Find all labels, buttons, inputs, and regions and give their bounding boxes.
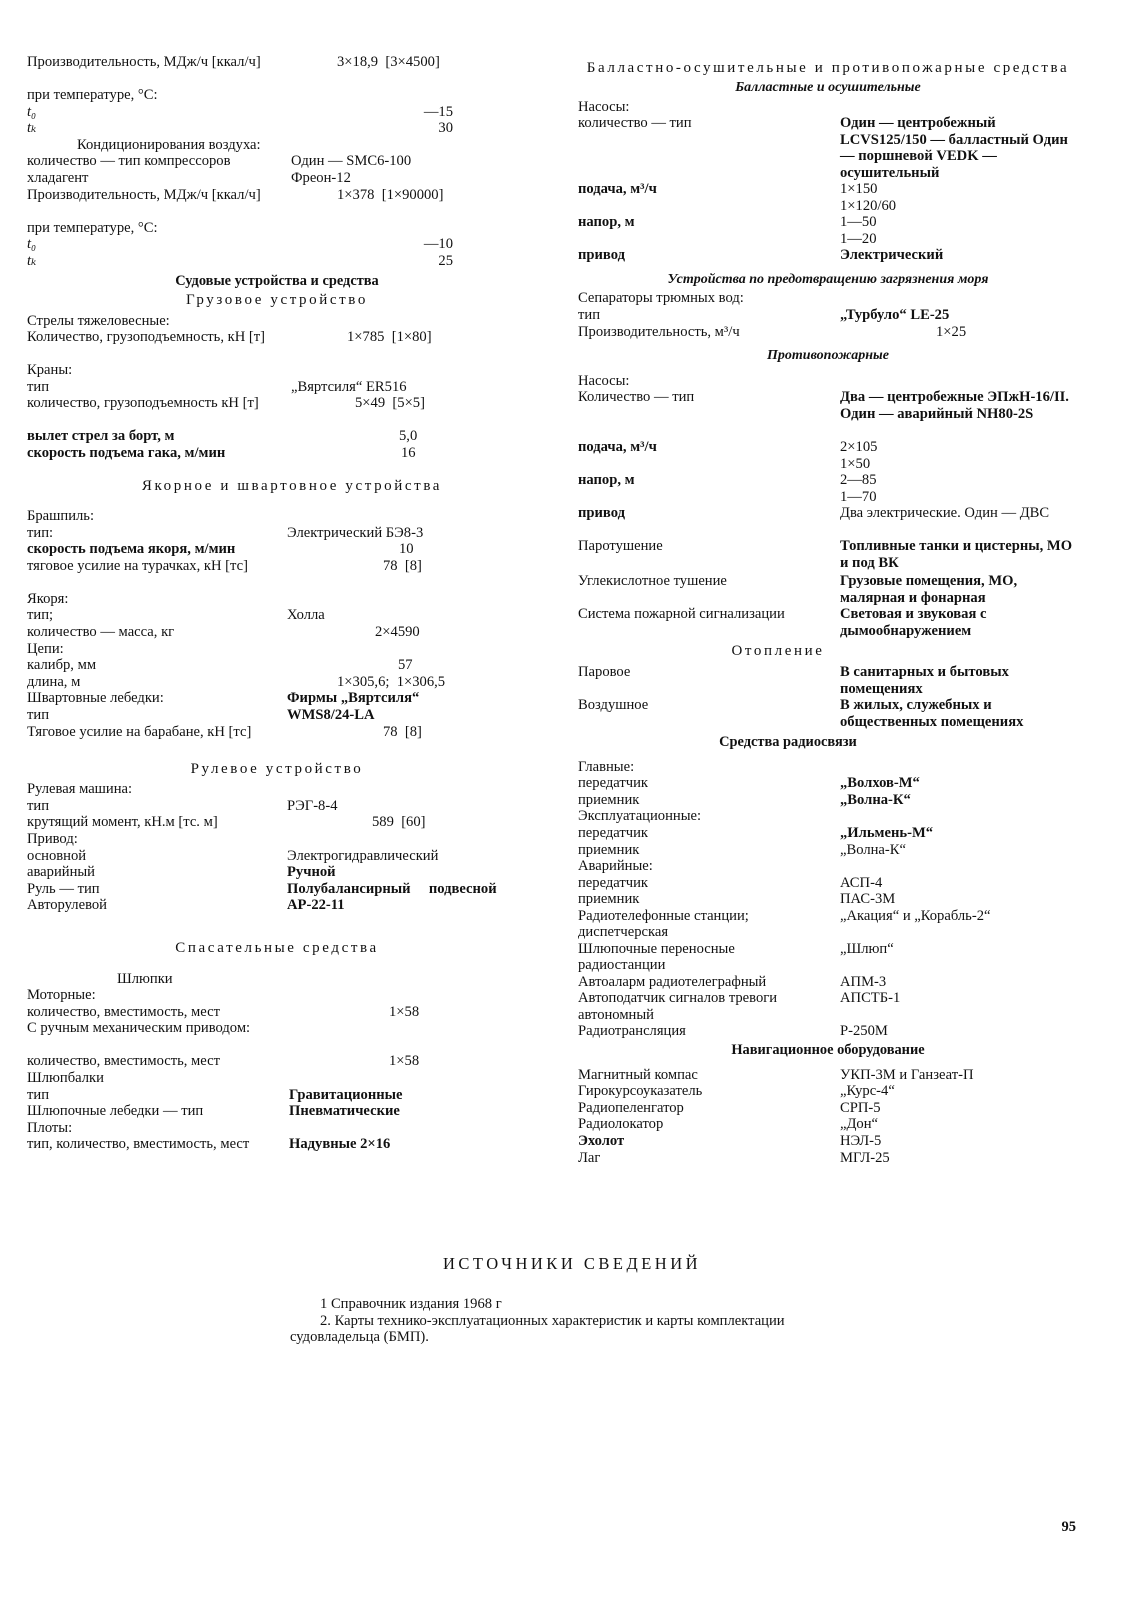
spec-row (578, 792, 1108, 809)
spec-value: 78 [8] (383, 723, 422, 740)
spec-row (578, 1133, 1108, 1150)
section-heading: Рулевое устройство (190, 760, 364, 777)
spec-label: Количество — тип (578, 389, 695, 406)
spec-label: Количество, грузоподъемность, кН [т] (27, 329, 266, 346)
spec-value: Два электрические. Один — ДВС (840, 505, 1050, 522)
spec-label: t₀ (27, 103, 37, 120)
spec-value: „Ильмень-М“ (840, 824, 934, 841)
spec-row (578, 472, 1108, 505)
right-column (578, 54, 1108, 1166)
subsection-title: Сепараторы трюмных вод: (578, 290, 744, 307)
subsection-title: Насосы: (578, 98, 630, 115)
spec-value: 16 (401, 444, 416, 461)
spec-value: „Вяртсиля“ ER516 (291, 378, 407, 395)
spec-row (27, 541, 547, 558)
spec-label: передатчик (578, 775, 649, 792)
spec-row (27, 329, 547, 362)
spec-row (27, 1020, 547, 1053)
spec-value: АПСТБ-1 (840, 990, 901, 1007)
spec-row (578, 891, 1108, 908)
spec-label: Швартовные лебедки: (27, 690, 164, 707)
spec-row (27, 428, 547, 445)
section-heading: Судовые устройства и средства (175, 273, 379, 290)
spec-row (578, 573, 1108, 606)
spec-row (27, 881, 547, 898)
spec-label: Автоподатчик сигналов тревоги автономный (578, 990, 778, 1024)
spec-value: 1×25 (936, 323, 967, 340)
spec-label: тип (27, 378, 49, 395)
spec-value: Гравитационные (289, 1086, 403, 1103)
spec-row (578, 115, 1108, 181)
sources-section (0, 1254, 1144, 1346)
spec-row (27, 724, 547, 757)
spec-row (27, 848, 547, 865)
spacer (27, 961, 547, 971)
spec-label: при температуре, °С: (27, 219, 158, 236)
spec-label: передатчик (578, 874, 649, 891)
subsection-title: Стрелы тяжеловесные: (27, 312, 170, 329)
spec-label: скорость подъема якоря, м/мин (27, 541, 236, 558)
subsection-title: Плоты: (27, 1119, 73, 1136)
section-heading: Грузовое устройство (186, 291, 368, 308)
section-heading: Средства радиосвязи (719, 733, 857, 750)
spec-label: длина, м (27, 673, 81, 690)
spec-row (578, 606, 1108, 639)
spec-label: Углекислотное тушение (578, 573, 727, 590)
spec-label: привод (578, 505, 625, 522)
spec-label: Тяговое усилие на барабане, кН [тс] (27, 723, 252, 740)
spec-value: „Акация“ и „Корабль-2“ (840, 907, 991, 924)
subsection-title: Эксплуатационные: (578, 808, 702, 825)
spec-label: tₖ (27, 252, 37, 269)
spec-label: Паротушение (578, 538, 663, 555)
spec-label: Радиотелефонные станции; диспетчерская (578, 907, 749, 941)
spec-row (27, 220, 547, 237)
subsection-title: Шлюпбалки (27, 1069, 104, 1086)
spec-value: 589 [60] (372, 814, 426, 831)
spec-row (578, 1100, 1108, 1117)
spec-row (27, 707, 547, 724)
spec-value: „Дон“ (840, 1116, 879, 1133)
spec-label: подача, м³/ч (578, 181, 657, 198)
spec-value: 1×58 (389, 1053, 420, 1070)
spec-value: Электрический (840, 247, 944, 264)
spec-row (578, 908, 1108, 941)
spec-value: РЭГ-8-4 (287, 797, 338, 814)
spec-value: Топливные танки и цистерны, МО и под ВК (840, 538, 1073, 571)
spec-label: Руль — тип (27, 880, 100, 897)
spec-label: тип; (27, 607, 54, 624)
spec-row (578, 1067, 1108, 1084)
subsection-title: Аварийные: (578, 858, 653, 875)
spec-row (578, 775, 1108, 792)
spec-value: WMS8/24-LA (287, 707, 375, 724)
spec-label: Гирокурсоуказатель (578, 1083, 703, 1100)
spec-value: Полубалансирный подвесной (287, 880, 497, 897)
spec-label: С ручным механическим приводом: (27, 1020, 251, 1037)
spec-label: скорость подъема гака, м/мин (27, 444, 226, 461)
spec-value: Холла (287, 607, 325, 624)
spec-label: тип, количество, вместимость, мест (27, 1136, 250, 1153)
spec-row (27, 170, 547, 187)
spec-row (27, 1053, 547, 1070)
source-item: 2. Карты технико-эксплуатационных характеристик и карты комплектации судовладельца (БМП). (290, 1312, 785, 1346)
spec-value: В санитарных и бытовых помещениях (840, 663, 1009, 697)
spec-row (27, 657, 547, 674)
section-subheading: Противопожарные (767, 348, 889, 364)
subsection-title: Шлюпки (117, 970, 173, 987)
section-subheading: Балластные и осушительные (735, 80, 921, 95)
spec-value: 2×105 1×50 (840, 439, 878, 472)
spec-row (578, 1083, 1108, 1100)
spec-value: —10 (423, 236, 453, 253)
spec-value: Надувные 2×16 (289, 1136, 391, 1153)
spec-row (27, 1004, 547, 1021)
spec-value: 3×18,9 [3×4500] (337, 54, 440, 70)
subsection-title: Краны: (27, 362, 73, 379)
section-heading: Отопление (731, 643, 825, 660)
spec-value: Фирмы „Вяртсиля“ (287, 690, 420, 707)
spec-value: НЭЛ-5 (840, 1133, 882, 1150)
spec-value: Электрогидравлический (287, 847, 439, 864)
spec-row (27, 607, 547, 624)
spec-row (578, 842, 1108, 859)
spec-value: Грузовые помещения, МО, малярная и фонарная (840, 573, 1018, 606)
spec-row (27, 187, 547, 220)
sources-list (290, 1296, 810, 1346)
spec-row (27, 558, 547, 591)
spec-row (578, 439, 1108, 472)
spacer (27, 462, 547, 472)
spec-value: ПАС-3М (840, 891, 896, 908)
spec-row (578, 307, 1108, 324)
spec-row (27, 54, 547, 87)
spec-label: тяговое усилие на турачках, кН [тс] (27, 557, 248, 574)
spec-label: приемник (578, 891, 640, 908)
spec-label: количество — тип (578, 115, 692, 132)
spec-row (578, 181, 1108, 214)
sources-title: ИСТОЧНИКИ СВЕДЕНИЙ (442, 1254, 702, 1273)
spec-label: Автоаларм радиотелеграфный (578, 973, 767, 990)
spec-row (578, 1150, 1108, 1167)
spec-value: СРП-5 (840, 1099, 881, 1116)
spec-row (27, 87, 547, 104)
spec-value: „Волхов-М“ (840, 775, 920, 792)
spec-row (578, 214, 1108, 247)
spec-label: t₀ (27, 236, 37, 253)
spec-row (27, 814, 547, 831)
spec-row (27, 674, 547, 691)
spec-value: „Турбуло“ LE-25 (840, 306, 950, 323)
spec-label: Радиопеленгатор (578, 1099, 684, 1116)
spec-value: „Шлюп“ (840, 940, 894, 957)
spec-row (578, 825, 1108, 842)
spec-value: 1×150 1×120/60 (840, 181, 897, 214)
spec-value: Р-250М (840, 1023, 888, 1040)
spec-row (27, 525, 547, 542)
spec-label: напор, м (578, 472, 635, 489)
spec-row (27, 395, 547, 428)
spec-row (27, 153, 547, 170)
spec-value: 78 [8] (383, 557, 422, 574)
spec-label: Производительность, МДж/ч [ккал/ч] (27, 186, 261, 203)
spec-row (578, 941, 1108, 974)
spec-value: 25 (438, 252, 453, 269)
spec-row (27, 236, 547, 253)
spec-row (578, 974, 1108, 991)
spec-label: тип: (27, 524, 54, 541)
subsection-title: Привод: (27, 831, 78, 847)
spec-label: количество — масса, кг (27, 624, 175, 641)
spec-label: количество — тип компрессоров (27, 153, 231, 170)
spec-value: Электрический БЭ8-3 (287, 524, 424, 541)
spec-value: 2—85 1—70 (840, 472, 877, 505)
section-heading: Балластно-осушительные и противопожарные средства (586, 60, 1070, 76)
spec-row (27, 897, 547, 914)
spec-row (578, 247, 1108, 264)
spec-row (27, 379, 547, 396)
spec-value: 1—50 1—20 (840, 214, 877, 247)
spec-value: 2×4590 (375, 624, 420, 641)
spec-row (578, 538, 1108, 573)
spec-label: аварийный (27, 864, 95, 881)
spec-label: калибр, мм (27, 657, 97, 674)
spec-label: количество, вместимость, мест (27, 1053, 220, 1070)
spec-row (578, 389, 1108, 439)
spec-value: АПМ-3 (840, 973, 887, 990)
spec-label: тип (578, 306, 600, 323)
spec-row (27, 1103, 547, 1120)
spec-value: Фреон-12 (291, 169, 351, 186)
section-heading: Навигационное оборудование (731, 1042, 925, 1059)
subsection-title: Рулевая машина: (27, 781, 133, 798)
spec-label: основной (27, 847, 87, 864)
spec-value: АР-22-11 (287, 897, 345, 914)
spec-row (27, 253, 547, 270)
spec-row (578, 875, 1108, 892)
spec-label: количество, вместимость, мест (27, 1003, 220, 1020)
subsection-title: Моторные: (27, 987, 96, 1004)
spec-row (578, 664, 1108, 697)
subsection-title: Брашпиль: (27, 508, 95, 525)
spec-label: Магнитный компас (578, 1066, 698, 1083)
section-subheading: Устройства по предотвращению загрязнения моря (667, 271, 989, 287)
spec-value: 1×378 [1×90000] (337, 186, 444, 203)
spec-value: —15 (423, 103, 453, 120)
subsection-title: Кондиционирования воздуха: (77, 136, 261, 153)
spec-value: 57 (398, 657, 413, 674)
spec-label: Эхолот (578, 1133, 625, 1150)
spec-value: Ручной (287, 864, 336, 881)
spec-label: количество, грузоподъемность кН [т] (27, 395, 259, 412)
spec-row (578, 1023, 1108, 1040)
spec-row (27, 864, 547, 881)
spec-value: Один — SMC6-100 (291, 153, 412, 170)
spec-value: 10 (399, 541, 414, 558)
spec-value: 5,0 (399, 428, 418, 445)
spec-value: УКП-3М и Ганзеат-П (840, 1066, 974, 1083)
spec-label: привод (578, 247, 625, 264)
spec-value: „Волна-К“ (840, 791, 911, 808)
spec-value: АСП-4 (840, 874, 883, 891)
spec-label: приемник (578, 841, 640, 858)
spec-label: Система пожарной сигнализации (578, 606, 785, 623)
spec-label: Производительность, МДж/ч [ккал/ч] (27, 54, 261, 70)
spec-label: хладагент (27, 169, 89, 186)
spec-label: Лаг (578, 1149, 601, 1166)
spec-label: тип (27, 1086, 49, 1103)
spec-value: 1×305,6; 1×306,5 (337, 673, 446, 690)
spec-label: Радиотрансляция (578, 1023, 686, 1040)
spec-label: крутящий момент, кН.м [тс. м] (27, 814, 218, 831)
spec-row (27, 120, 547, 137)
spec-value: Пневматические (289, 1103, 400, 1120)
spec-row (578, 505, 1108, 538)
spec-row (27, 445, 547, 462)
spec-label: приемник (578, 791, 640, 808)
spec-label: тип (27, 797, 49, 814)
spec-label: передатчик (578, 824, 649, 841)
spec-row (27, 104, 547, 121)
spec-label: напор, м (578, 214, 635, 231)
spec-value: В жилых, служебных и общественных помещениях (840, 696, 1024, 730)
spec-label: подача, м³/ч (578, 439, 657, 456)
spec-value: МГЛ-25 (840, 1149, 890, 1166)
source-item: 1 Справочник издания 1968 г (320, 1296, 502, 1312)
spec-label: Шлюпочные переносные радиостанции (578, 940, 735, 974)
spec-value: „Курс-4“ (840, 1083, 895, 1100)
spec-value: 30 (438, 120, 453, 137)
spec-row (578, 324, 1108, 341)
spec-label: при температуре, °С: (27, 87, 158, 103)
spec-row (27, 624, 547, 641)
spec-label: tₖ (27, 120, 37, 137)
spec-value: Один — центробежный LCVS125/150 — балластный Один — поршневой VEDK — осушительный (840, 115, 1068, 181)
spec-label: Авторулевой (27, 897, 107, 914)
subsection-title: Насосы: (578, 372, 630, 389)
spec-row (27, 798, 547, 815)
spec-value: 1×785 [1×80] (347, 329, 432, 346)
section-heading: Спасательные средства (175, 939, 379, 956)
spec-value: 5×49 [5×5] (355, 395, 425, 412)
spacer (27, 914, 547, 934)
spec-row (27, 690, 547, 707)
spacer (27, 498, 547, 508)
subsection-title: Якоря: (27, 590, 69, 607)
spec-label: Воздушное (578, 696, 649, 713)
spec-label: тип (27, 707, 49, 724)
spec-value: Два — центробежные ЭПжН-16/II. Один — аварийный NH80-2S (840, 389, 1069, 422)
spec-value: Световая и звуковая с дымообнаружением (840, 606, 987, 639)
spec-label: Шлюпочные лебедки — тип (27, 1103, 204, 1120)
spec-row (27, 1087, 547, 1104)
spec-label: вылет стрел за борт, м (27, 428, 175, 445)
page-number: 95 (1061, 1519, 1076, 1535)
spec-row (578, 1116, 1108, 1133)
subsection-title: Цепи: (27, 640, 64, 657)
spec-row (27, 1136, 547, 1169)
spec-row (578, 990, 1108, 1023)
spec-label: Производительность, м³/ч (578, 323, 740, 340)
section-heading: Якорное и швартовное устройства (141, 477, 443, 494)
subsection-title: Главные: (578, 758, 635, 775)
left-column (27, 54, 547, 1169)
spec-label: Паровое (578, 663, 631, 680)
spec-value: 1×58 (389, 1003, 420, 1020)
spec-value: „Волна-К“ (840, 841, 906, 858)
spec-label: Радиолокатор (578, 1116, 664, 1133)
spec-row (578, 697, 1108, 730)
